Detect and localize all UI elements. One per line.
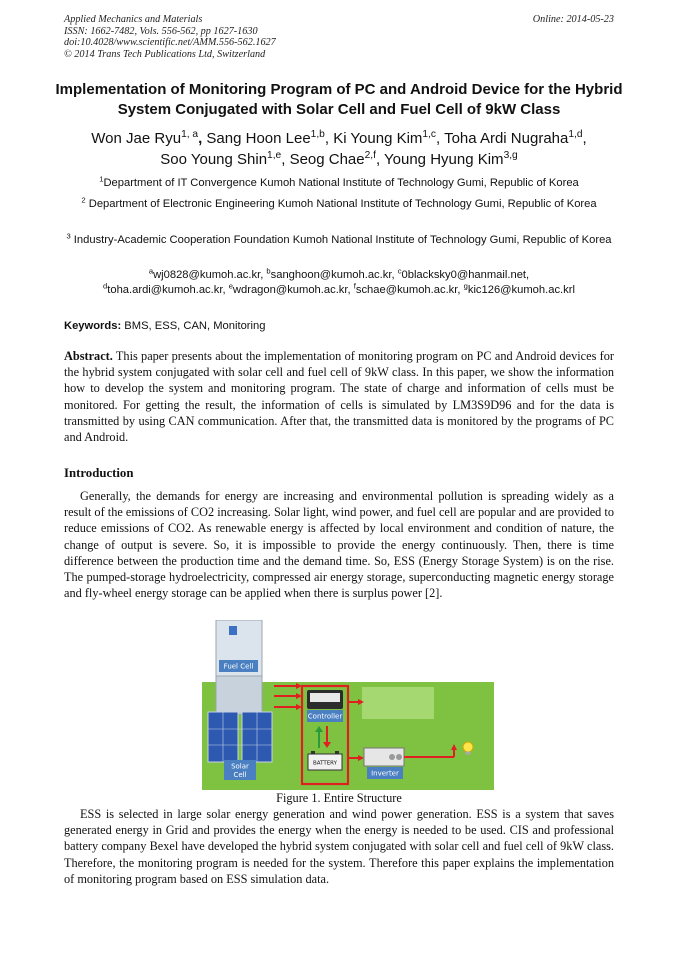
keywords-label: Keywords: [64,320,122,332]
affiliation-2: $^2$ Department of Electronic Engineering Kumoh National Institute of Technology Gumi, Republic of Korea [81,195,597,210]
fuel-cell-label: Fuel Cell [223,662,254,671]
introduction-paragraph: Generally, the demands for energy are increasing and environmental pollution is spreading widely as a result of the emissions of CO2 increasing. Solar light, wind power, and fuel cell are popular and are provided to reduce emissions of CO2. As renewable energy is affected by local environment and condition of nature, the change of output is severe. So, it is impossible to provide the energy continuously. Then, there is time difference between the production time and the demand time. So, ESS (Energy Storage System) is on the rise. The pumped-storage hydroelectricity, compressed air energy storage, superconducting magnetic energy storage and fly-wheel energy storage can be applied when there is surplus power [2]. [64,489,614,601]
doi-line: doi:10.4028/www.scientific.net/AMM.556-562.1627 [64,37,276,49]
solar-cell-label-line1: Solar [231,762,249,771]
author: Sang Hoon Lee$^{1,b}$ [206,129,325,147]
author: Won Jae Ryu$^{1, a}$ [91,129,199,147]
author: Ki Young Kim$^{1,c}$ [333,129,437,147]
keywords [64,320,614,332]
email-link[interactable]: 0blacksky0@hanmail.net [401,269,527,281]
issn-line: ISSN: 1662-7482, Vols. 556-562, pp 1627-1630 [64,25,258,37]
affiliation-3: $^3$ Industry-Academic Cooperation Foundation Kumoh National Institute of Technology Gumi, Republic of Korea [66,231,612,246]
online-date: Online: 2014-05-23 [532,14,614,25]
fuel-cell-base [216,676,262,714]
email-link[interactable]: wj0828@kumoh.ac.kr [153,269,261,281]
author: Seog Chae$^{2,f}$ [289,150,376,168]
author: Young Hyung Kim$^{3,g}$ [384,150,518,168]
author-list: Won Jae Ryu$^{1, a}$, Sang Hoon Lee$^{1,b}$, Ki Young Kim$^{1,c}$, Toha Ardi Nugraha$^{1,d}$, Soo Young Shin$^{1,e}$, Seog Chae$^{2,f}$, Young Hyung Kim$^{3,g}$ [91,129,587,168]
battery-label: BATTERY [312,760,338,767]
inverter-label: Inverter [371,769,399,778]
figure-caption: Figure 1. Entire Structure [276,791,402,805]
journal-name: Applied Mechanics and Materials [64,14,203,25]
controller-panel [310,693,340,702]
copyright-line: © 2014 Trans Tech Publications Ltd, Switzerland [64,48,266,60]
section-heading-introduction: Introduction [64,466,134,480]
abstract-text: This paper presents about the implementation of monitoring program on PC and Android devices for the hybrid system conjugated with solar cell and fuel cell of 9kW class. In this paper, we show the information how to develop the system and monitoring program. The state of charge and information of cells must be monitored. For getting the result, the information of cells is simulated by LM3S9D96 and for the data is transmitted by using CAN communication. After that, the transmitted data is monitored by the programs of PC and Android. [64,349,614,445]
body-paragraph: ESS is selected in large solar energy generation and wind power generation. ESS is a system that saves generated energy in Grid and provides the energy when the energy is needed to be used. CIS and professional battery company Bexel have developed the hybrid system conjugated with solar cell and fuel cell of 9kW class. Therefore, the monitoring program is needed for the system. Therefore this paper explains the implementation of monitoring program based on ESS simulation data. [64,807,614,886]
grid-block [362,687,434,719]
email-list: $^a$wj0828@kumoh.ac.kr, $^b$sanghoon@kumoh.ac.kr, $^c$0blacksky0@hanmail.net, $^d$toha.ardi@kumoh.ac.kr, $^e$wdragon@kumoh.ac.kr, $^f$schae@kumoh.ac.kr, $^g$kic126@kumoh.ac.krl [103,266,575,296]
email-link[interactable]: schae@kumoh.ac.kr [355,284,458,296]
abstract-label: Abstract. [64,349,113,363]
author: Toha Ardi Nugraha$^{1,d}$ [444,129,583,147]
figure-entire-structure [202,620,494,790]
controller-label: Controller [307,712,343,721]
affiliation-1: $^1$Department of IT Convergence Kumoh National Institute of Technology Gumi, Republic of Korea [99,174,579,189]
paper-title: Implementation of Monitoring Program of PC and Android Device for the Hybrid System Conjugated with Solar Cell and Fuel Cell of 9kW Class [55,81,623,118]
solar-cell-label-line2: Cell [233,771,247,779]
email-link[interactable]: sanghoon@kumoh.ac.kr [270,269,392,281]
email-link[interactable]: toha.ardi@kumoh.ac.kr [107,284,223,296]
abstract [64,348,614,445]
email-link[interactable]: kic126@kumoh.ac.krl [467,284,575,296]
author: Soo Young Shin$^{1,e}$ [160,150,282,168]
email-link[interactable]: wdragon@kumoh.ac.kr [232,284,348,296]
keywords-text: BMS, ESS, CAN, Monitoring [121,320,266,332]
journal-header [64,14,394,60]
fuel-cell-screen [229,626,237,635]
